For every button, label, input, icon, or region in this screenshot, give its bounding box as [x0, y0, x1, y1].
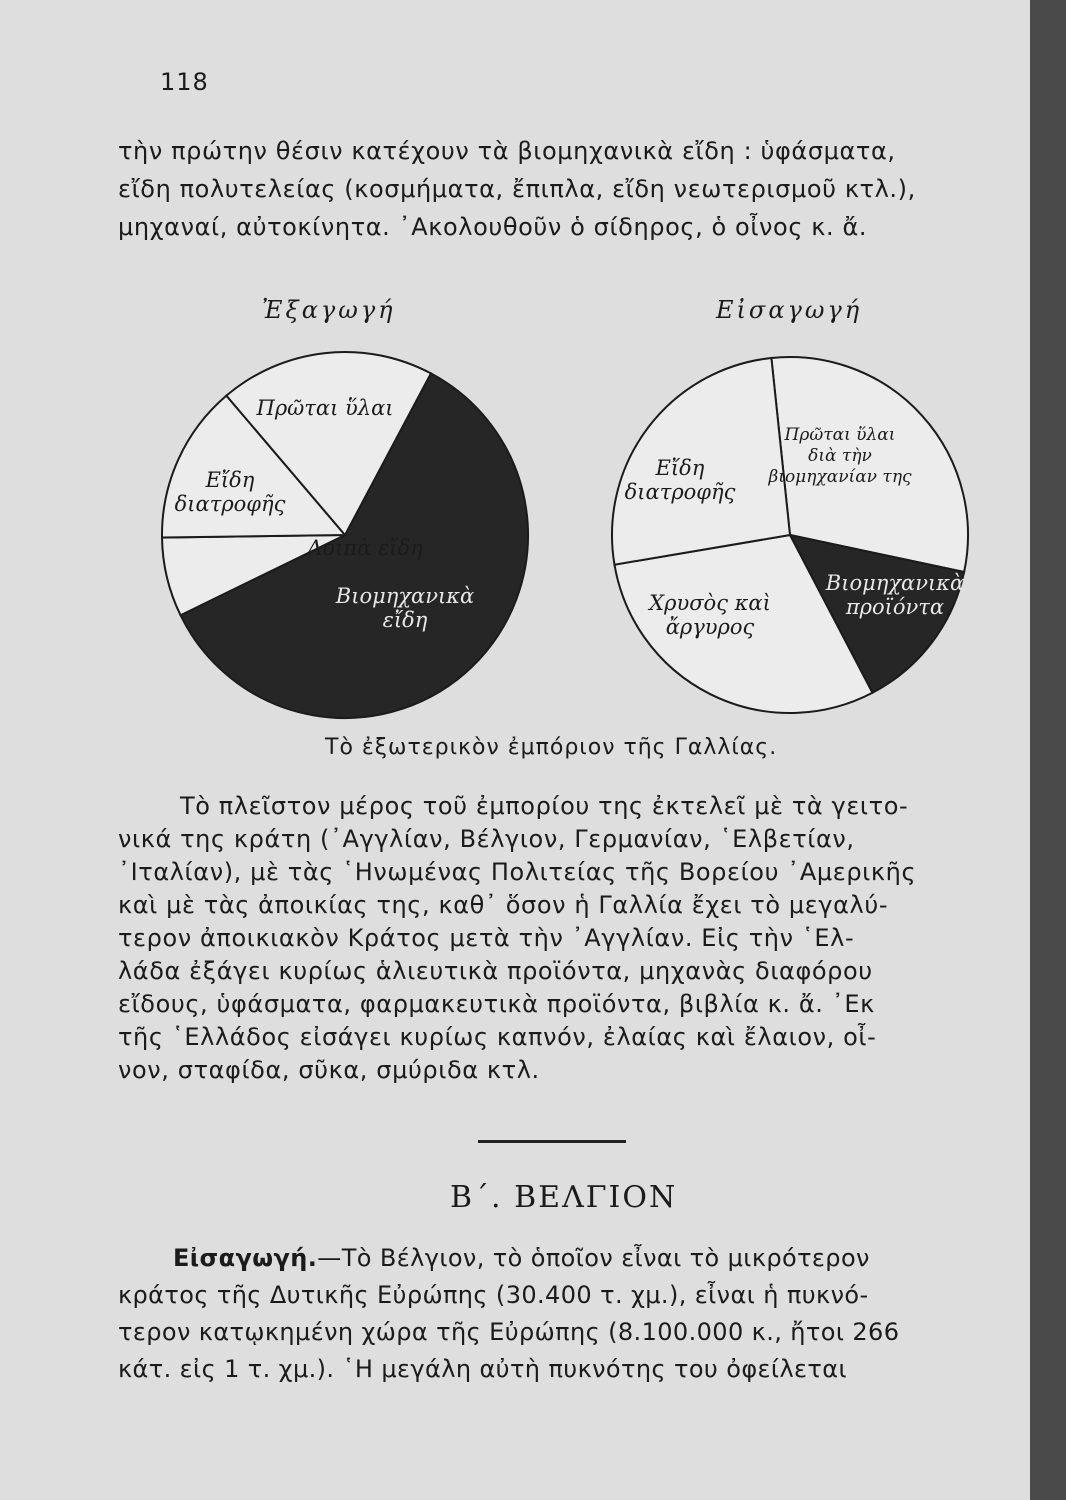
page-number: 118 [160, 68, 209, 96]
pie-charts [150, 355, 980, 735]
book-spine [1030, 0, 1066, 1500]
text-line: εἴδη πολυτελείας (κοσμήματα, ἔπιπλα, εἴδη νεωτερισμοῦ κτλ.), [118, 175, 916, 203]
paragraph-lead: Εἰσαγωγή. [173, 1244, 318, 1272]
pie-slice-label: Βιομηχανικὰ προϊόντα [825, 571, 965, 619]
belgium-paragraph [118, 1240, 1008, 1388]
import-chart-title: Εἰσαγωγή [716, 296, 863, 324]
text-line-rest: —Τὸ Βέλγιον, τὸ ὁποῖον εἶναι τὸ μικρότερον [317, 1244, 870, 1272]
text-line [118, 1240, 1008, 1277]
pie-slice-label: Πρῶται ὕλαι διὰ τὴν βιομηχανίαν της [768, 425, 912, 487]
text-line: τῆς ῾Ελλάδος εἰσάγει κυρίως καπνόν, ἐλαίας καὶ ἔλαιον, οἶ- [118, 1023, 877, 1051]
text-line: μηχαναί, αὐτοκίνητα. ᾿Ακολουθοῦν ὁ σίδηρος, ὁ οἶνος κ. ἄ. [118, 213, 868, 241]
text-line: νικά της κράτη (᾿Αγγλίαν, Βέλγιον, Γερμανίαν, ῾Ελβετίαν, [118, 825, 855, 853]
pie-slice-label: Εἴδη διατροφῆς [624, 456, 736, 504]
text-line: τὴν πρώτην θέσιν κατέχουν τὰ βιομηχανικὰ εἴδη : ὑφάσματα, [118, 137, 896, 165]
pie-slice-label: Πρῶται ὕλαι [256, 396, 394, 420]
text-line: εἴδους, ὑφάσματα, φαρμακευτικὰ προϊόντα, βιβλία κ. ἄ. ᾿Εκ [118, 990, 875, 1018]
text-line: καὶ μὲ τὰς ἀποικίας της, καθ᾿ ὅσον ἡ Γαλλία ἔχει τὸ μεγαλύ- [118, 891, 889, 919]
text-line: ᾿Ιταλίαν), μὲ τὰς ῾Ηνωμένας Πολιτείας τῆς Βορείου ᾿Αμερικῆς [118, 858, 917, 886]
pie-slice-label: Βιομηχανικὰ εἴδη [335, 584, 475, 632]
text-line: κράτος τῆς Δυτικῆς Εὐρώπης (30.400 τ. χμ.), εἶναι ἡ πυκνό- [118, 1281, 869, 1309]
section-divider [478, 1140, 626, 1143]
text-line: τερον κατῳκημένη χώρα τῆς Εὐρώπης (8.100.000 κ., ἤτοι 266 [118, 1318, 900, 1346]
pie-slice-label: Εἴδη διατροφῆς [174, 468, 286, 516]
text-line: λάδα ἐξάγει κυρίως ἁλιευτικὰ προϊόντα, μηχανὰς διαφόρου [118, 957, 873, 985]
export-chart-title: Ἐξαγωγή [262, 296, 396, 324]
figure-caption: Τὸ ἐξωτερικὸν ἐμπόριον τῆς Γαλλίας. [325, 735, 778, 760]
text-line: Τὸ πλεῖστον μέρος τοῦ ἐμπορίου της ἐκτελεῖ μὲ τὰ γειτο- [180, 792, 909, 820]
pie-slice-label: Χρυσὸς καὶ ἄργυρος [649, 591, 771, 639]
text-line: τερον ἀποικιακὸν Κράτος μετὰ τὴν ᾿Αγγλίαν. Εἰς τὴν ῾Ελ- [118, 924, 855, 952]
pie-slice-label: Λοιπὰ εἴδη [307, 536, 423, 560]
intro-paragraph [118, 132, 1008, 246]
text-line: νον, σταφίδα, σῦκα, σμύριδα κτλ. [118, 1056, 540, 1084]
body-paragraph [118, 790, 1008, 1087]
section-title: Β΄. ΒΕΛΓΙΟΝ [450, 1180, 678, 1215]
pie-chart-0 [162, 352, 528, 718]
pie-chart-1 [612, 357, 968, 713]
text-line: κάτ. εἰς 1 τ. χμ.). ῾Η μεγάλη αὐτὴ πυκνότης του ὀφείλεται [118, 1355, 848, 1383]
